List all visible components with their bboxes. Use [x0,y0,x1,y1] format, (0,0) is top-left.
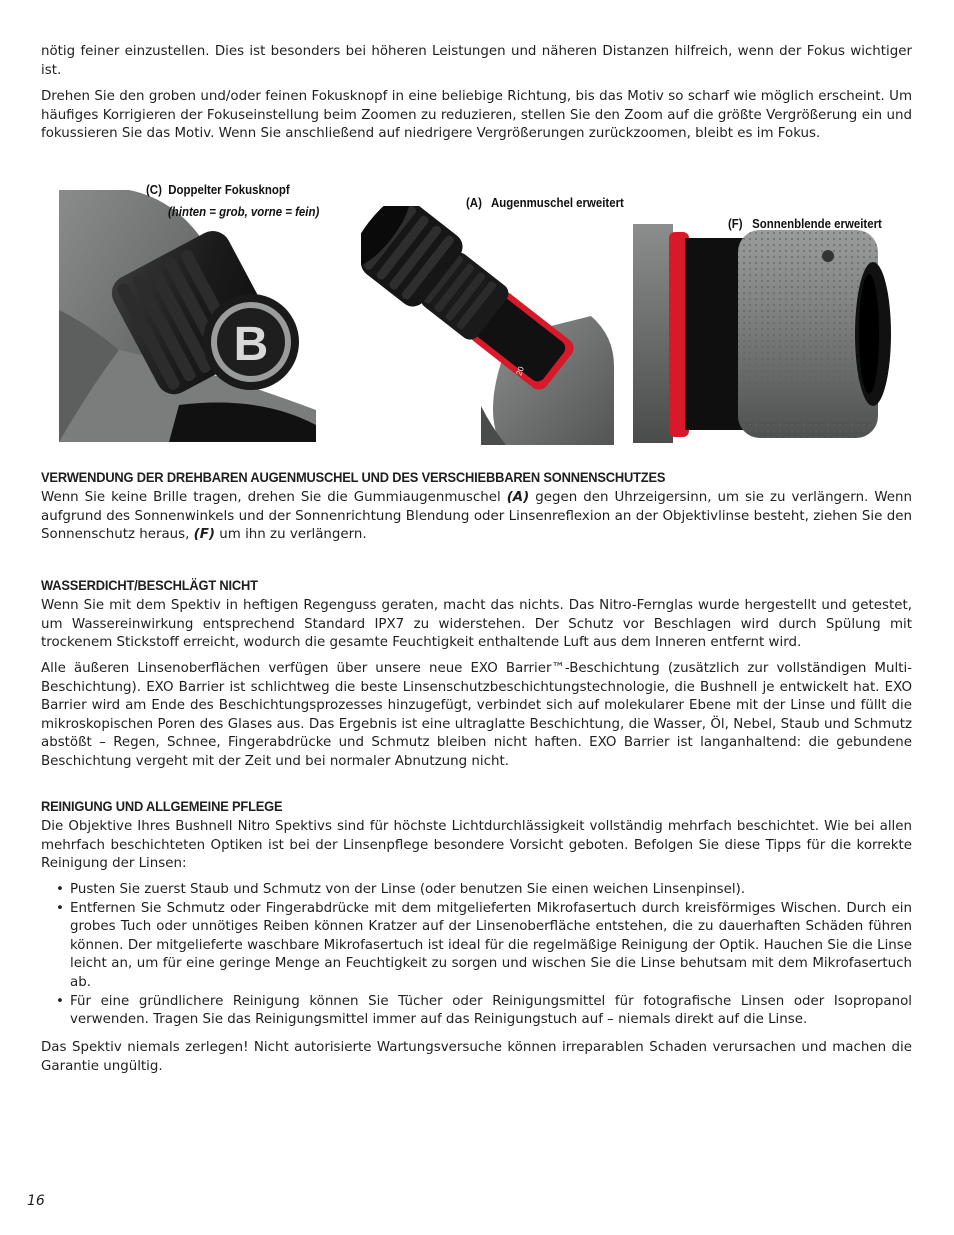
callout-f-label: Sonnenblende erweitert [752,216,882,231]
bullet-mark: • [56,882,64,897]
waterproof-paragraph-1: Wenn Sie mit dem Spektiv in heftigen Regenguss geraten, macht das nichts. Das Nitro-Fernglas wurde hergestellt und getestet, um Wassereinwirkung entsprechend Standard IPX7 zu widerstehen. Der Schutz vor Beschlagen wird durch Spülung mit trockenem Stickstoff erreicht, wodurch die gesamte Feuchtigkeit enthaltende Luft aus dem Inneren entfernt wird. [41,598,912,651]
brand-logo: B [233,318,269,371]
waterproof-paragraph-2: Alle äußeren Linsenoberflächen verfügen über unsere neue EXO Barrier™-Beschichtung (zusätzlich zur vollständigen Multi-Beschichtung). EXO Barrier ist schlichtweg die beste Linsenschutzbeschichtungstechnologie, die Bushnell je entwickelt hat. EXO Barrier wird am Ende des Beschichtungsprozesses hinzugefügt, verbindet sich auf molekularer Ebene mit der Linse und füllt die mikroskopischen Poren des Glases aus. Das Ergebnis ist eine ultraglatte Beschichtung, die Wasser, Öl, Nebel, Staub und Schmutz abstößt – Regen, Schnee, Fingerabdrücke und Schmutz bleiben nicht haften. EXO Barrier ist langanhaltend: die gebundene Beschichtung vergeht mit der Zeit und bei normaler Abnutzung nicht. [41,661,912,769]
bullet-mark: • [56,900,64,916]
callout-c-letter: (C) [146,182,162,197]
eyecup-text-3: um ihn zu verlängern. [215,527,367,543]
section-heading-cleaning: REINIGUNG UND ALLGEMEINE PFLEGE [41,798,283,814]
eyepiece-photo [361,206,614,445]
cleaning-tips-list [56,881,912,1030]
callout-c [146,182,290,197]
list-item-text: Entfernen Sie Schmutz oder Fingerabdrücke mit dem mitgelieferten Mikrofasertuch durch kreisförmiges Wischen. Durch ein grobes Tuch oder unnötiges Reiben können Kratzer auf der Linsenoberfläche entstehen, die zu dauerhaften Schäden führen können. Der mitgelieferte waschbare Mikrofasertuch ist ideal für die regelmäßige Reinigung der Optik. Hauchen Sie die Linse leicht an, um für eine geringe Menge an Feuchtigkeit zu sorgen und wischen Sie die Linse behutsam mit dem Mikrofasertuch ab. [70,900,912,990]
intro-paragraph-2: Drehen Sie den groben und/oder feinen Fokusknopf in eine beliebige Richtung, bis das Motiv so scharf wie möglich erscheint. Um häufiges Korrigieren der Fokuseinstellung beim Zoomen zu reduzieren, stellen Sie den Zoom auf die größte Vergrößerung ein und fokussieren Sie das Motiv. Wenn Sie anschließend auf niedrigere Vergrößerungen zurückzoomen, bleibt es im Fokus. [41,89,912,142]
section-heading-waterproof: WASSERDICHT/BESCHLÄGT NICHT [41,577,258,593]
callout-c-subtitle: (hinten = grob, vorne = fein) [168,204,320,219]
list-item [56,881,912,900]
callout-f [728,216,882,231]
eyecup-paragraph [41,489,912,545]
eyecup-text-1: Wenn Sie keine Brille tragen, drehen Sie die Gummiaugenmuschel [41,490,507,505]
sunshade-photo [633,224,891,443]
cleaning-paragraph: Die Objektive Ihres Bushnell Nitro Spektivs sind für höchste Lichtdurchlässigkeit vollständig mehrfach beschichtet. Wie bei allen mehrfach beschichteten Optiken ist bei der Linsenpflege besondere Vorsicht geboten. Befolgen Sie diese Tipps für die korrekte Reinigung der Linsen: [41,819,912,872]
focus-knob-photo [59,190,316,442]
intro-paragraph-1: nötig feiner einzustellen. Dies ist besonders bei höheren Leistungen und näheren Distanzen hilfreich, wenn der Fokus wichtiger ist. [41,44,912,78]
list-item-text: Pusten Sie zuerst Staub und Schmutz von der Linse (oder benutzen Sie einen weichen Linsenpinsel). [70,882,746,897]
closing-paragraph: Das Spektiv niemals zerlegen! Nicht autorisierte Wartungsversuche können irreparablen Schaden verursachen und machen die Garantie ungültig. [41,1040,912,1074]
eyecup-ref-f: (F) [193,527,216,543]
zoom-ring-mark: 20 [514,365,526,377]
callout-c-label: Doppelter Fokusknopf [168,182,290,197]
section-heading-eyecup: VERWENDUNG DER DREHBAREN AUGENMUSCHEL UND DES VERSCHIEBBAREN SONNENSCHUTZES [41,469,666,485]
callout-a [466,195,624,210]
list-item-text: Für eine gründlichere Reinigung können Sie Tücher oder Reinigungsmittel für fotografische Linsen oder Isopropanol verwenden. Tragen Sie das Reinigungsmittel immer auf das Reinigungstuch auf – niemals direkt auf die Linse. [70,993,912,1028]
eyecup-ref-a: (A) [506,490,530,505]
callout-a-label: Augenmuschel erweitert [490,195,624,210]
callout-f-letter: (F) [728,216,743,231]
page-number: 16 [27,1193,45,1209]
eyecup-text-2: gegen den Uhrzeigersinn, um sie zu verlängern. Wenn aufgrund des Sonnenwinkels und der Sonnenrichtung Blendung oder Linsenreflexion an der Objektivlinse besteht, ziehen Sie den Sonnenschutz heraus, [41,490,912,543]
callout-a-letter: (A) [466,195,482,210]
list-item [56,993,912,1030]
callout-c-sub [168,204,319,219]
bullet-mark: • [56,993,64,1009]
list-item [56,900,912,993]
